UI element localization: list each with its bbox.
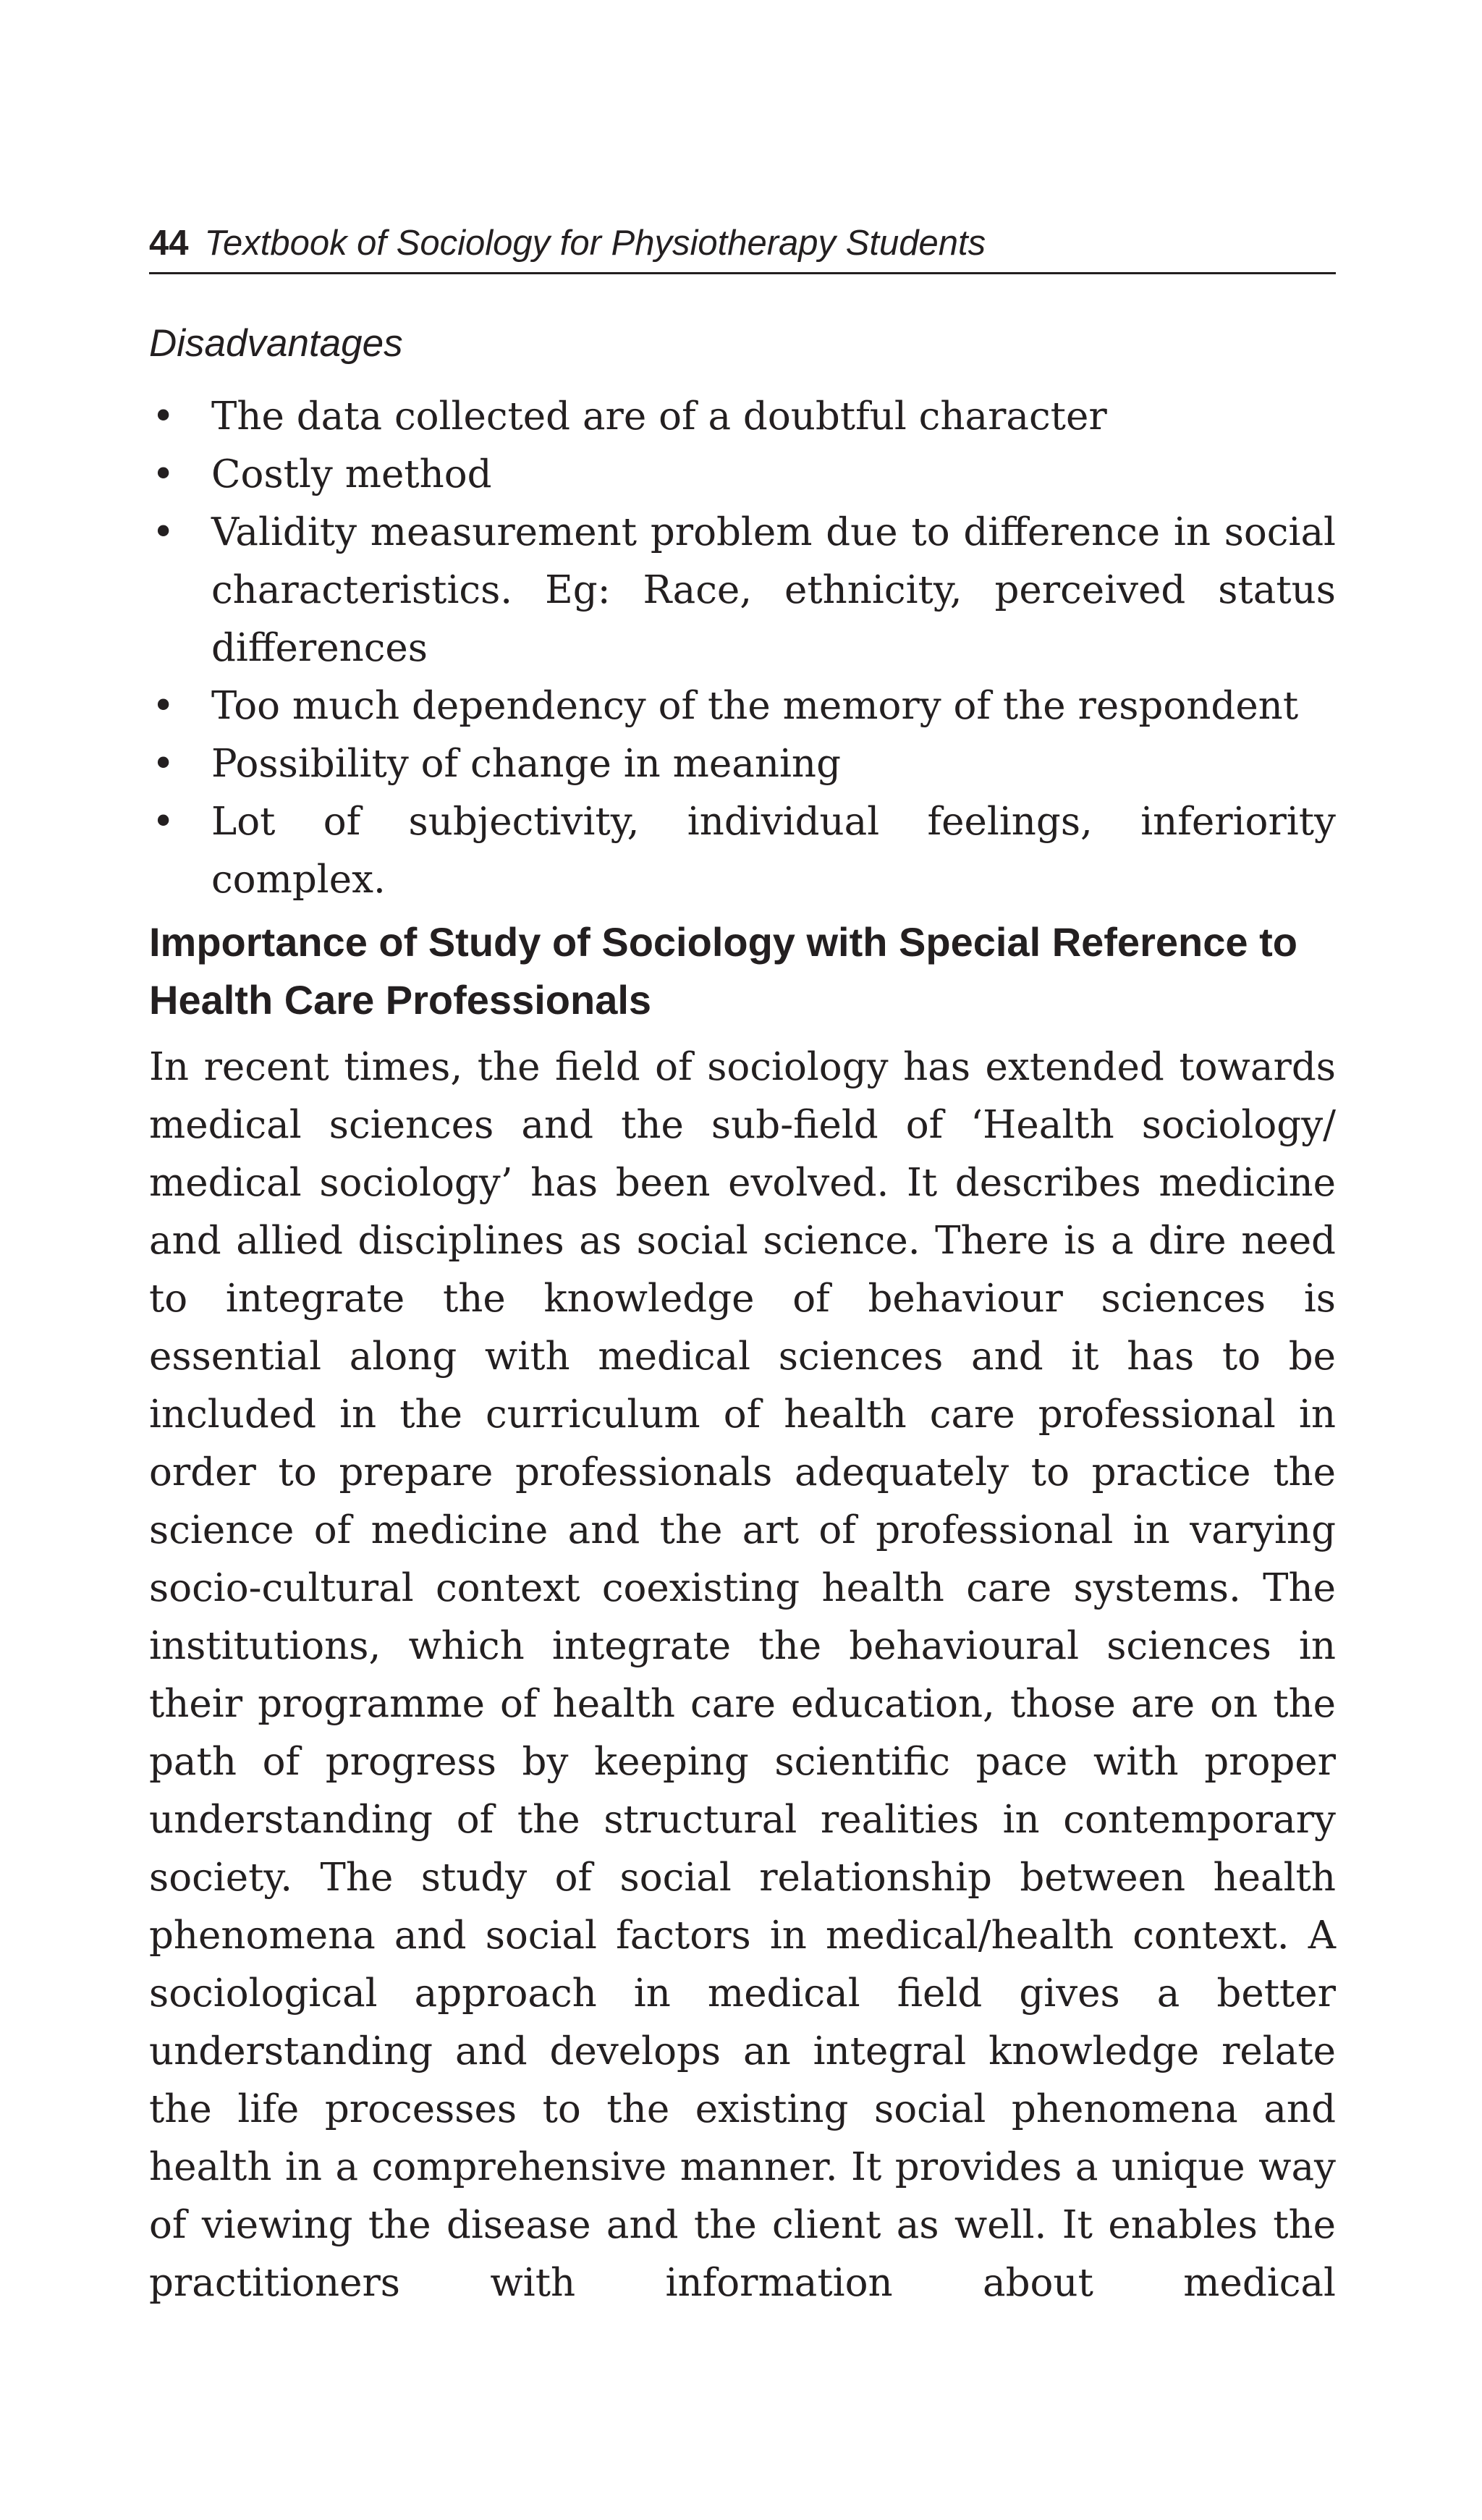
list-item: [149, 677, 1336, 735]
bullet-icon: •: [152, 684, 175, 728]
bullet-icon: •: [152, 394, 175, 439]
list-item-text: Costly method: [211, 452, 492, 496]
book-title: Textbook of Sociology for Physiotherapy Students: [204, 224, 986, 263]
bullet-icon: •: [152, 742, 175, 786]
list-item-text: Lot of subjectivity, individual feelings, inferiority complex.: [211, 800, 1336, 902]
list-item-text: The data collected are of a doubtful character: [211, 394, 1107, 439]
list-item-text: Possibility of change in meaning: [211, 742, 841, 786]
list-item: [149, 388, 1336, 446]
disadvantages-list: [149, 388, 1336, 909]
bullet-icon: •: [152, 510, 175, 554]
body-paragraph: In recent times, the field of sociology has extended towards medical sciences and the sub-field of ‘Health sociology/ medical sociology’ has been evolved. It describes medicine and allied disciplines as social science. There is a dire need to integrate the knowledge of behaviour sciences is essential along with medical sciences and it has to be included in the curriculum of health care professional in order to prepare professionals adequately to practice the science of medicine and the art of professional in varying socio-cultural context coexisting health care systems. The institutions, which integrate the behavioural sciences in their programme of health care education, those are on the path of progress by keeping scientific pace with proper understanding of the structural realities in contemporary society. The study of social relationship between health phenomena and social factors in medical/health context. A sociological approach in medical field gives a better understanding and develops an integral knowledge relate the life processes to the existing social phenomena and health in a comprehensive manner. It provides a unique way of viewing the disease and the client as well. It enables the practitioners with information about medical: [149, 1045, 1336, 2305]
list-item: [149, 504, 1336, 677]
list-item-text: Validity measurement problem due to difference in social characteristics. Eg: Race, ethnicity, perceived status differences: [211, 510, 1336, 670]
bullet-icon: •: [152, 800, 175, 844]
list-item: [149, 446, 1336, 504]
bullet-icon: •: [152, 452, 175, 496]
section-heading: Importance of Study of Sociology with Special Reference to Health Care Professionals: [149, 919, 1297, 1023]
page-number: 44: [149, 224, 189, 263]
disadvantages-label: Disadvantages: [149, 322, 403, 365]
list-item-text: Too much dependency of the memory of the respondent: [211, 684, 1299, 728]
running-header: [149, 214, 1336, 274]
list-item: [149, 735, 1336, 793]
list-item: [149, 793, 1336, 909]
